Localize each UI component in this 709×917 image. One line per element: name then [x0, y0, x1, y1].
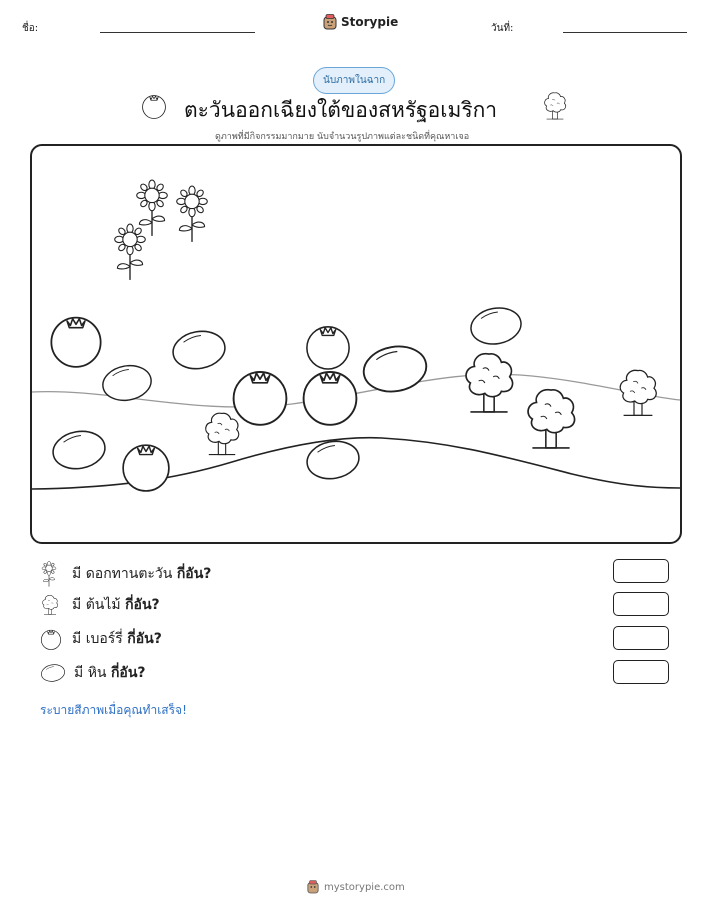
storypie-mascot-icon	[307, 880, 319, 894]
coloring-instruction: ระบายสีภาพเมื่อคุณทำเสร็จ!	[40, 703, 187, 717]
berry-icon	[307, 327, 349, 369]
brand-logo	[323, 14, 398, 30]
answer-box-sunflower[interactable]	[613, 559, 669, 583]
tree-icon	[620, 370, 656, 415]
rock-icon	[468, 304, 524, 348]
berry-icon	[123, 445, 169, 491]
question-text: มี เบอร์รี่ กี่อัน?	[72, 631, 162, 647]
footer-site: mystorypie.com	[324, 881, 405, 893]
berry-icon	[51, 318, 100, 367]
sunflower-icon	[115, 224, 146, 280]
scene-drawing	[32, 146, 680, 542]
sunflower-icon	[137, 180, 168, 236]
tree-icon	[541, 91, 569, 121]
question-text: มี หิน กี่อัน?	[74, 665, 146, 681]
footer	[307, 880, 405, 894]
name-label: ชื่อ:	[22, 23, 39, 34]
question-rock	[40, 662, 146, 684]
answer-box-berry[interactable]	[613, 626, 669, 650]
date-field[interactable]	[563, 32, 687, 33]
question-tree	[40, 594, 160, 616]
answer-box-tree[interactable]	[613, 592, 669, 616]
question-text: มี ต้นไม้ กี่อัน?	[72, 597, 160, 613]
rock-icon	[40, 663, 66, 683]
rock-icon	[170, 327, 228, 372]
rock-icon	[360, 342, 430, 397]
rock-icon	[304, 437, 362, 482]
berry-icon	[141, 93, 167, 119]
question-text: มี ดอกทานตะวัน กี่อัน?	[72, 566, 212, 582]
berry-icon	[304, 372, 357, 425]
rock-icon	[100, 362, 154, 404]
count-scene	[30, 144, 682, 544]
storypie-mascot-icon	[323, 14, 337, 30]
answer-box-rock[interactable]	[613, 660, 669, 684]
berry-icon	[234, 372, 287, 425]
rock-icon	[50, 427, 108, 472]
sunflower-icon	[177, 186, 208, 242]
sunflower-icon	[40, 561, 58, 587]
tree-icon	[466, 354, 513, 412]
page-title: ตะวันออกเฉียงใต้ของสหรัฐอเมริกา	[184, 98, 498, 122]
activity-badge: นับภาพในฉาก	[313, 67, 395, 94]
name-field[interactable]	[100, 32, 255, 33]
tree-icon	[40, 594, 60, 616]
date-label: วันที่:	[491, 23, 514, 34]
berry-icon	[40, 628, 62, 650]
tree-icon	[206, 413, 239, 454]
page-subtitle: ดูภาพที่มีกิจกรรมมากมาย นับจำนวนรูปภาพแต่ละชนิดที่คุณหาเจอ	[215, 132, 470, 142]
brand-name: Storypie	[341, 15, 399, 29]
tree-icon	[528, 390, 575, 448]
question-sunflower	[40, 561, 211, 587]
question-berry	[40, 628, 162, 650]
